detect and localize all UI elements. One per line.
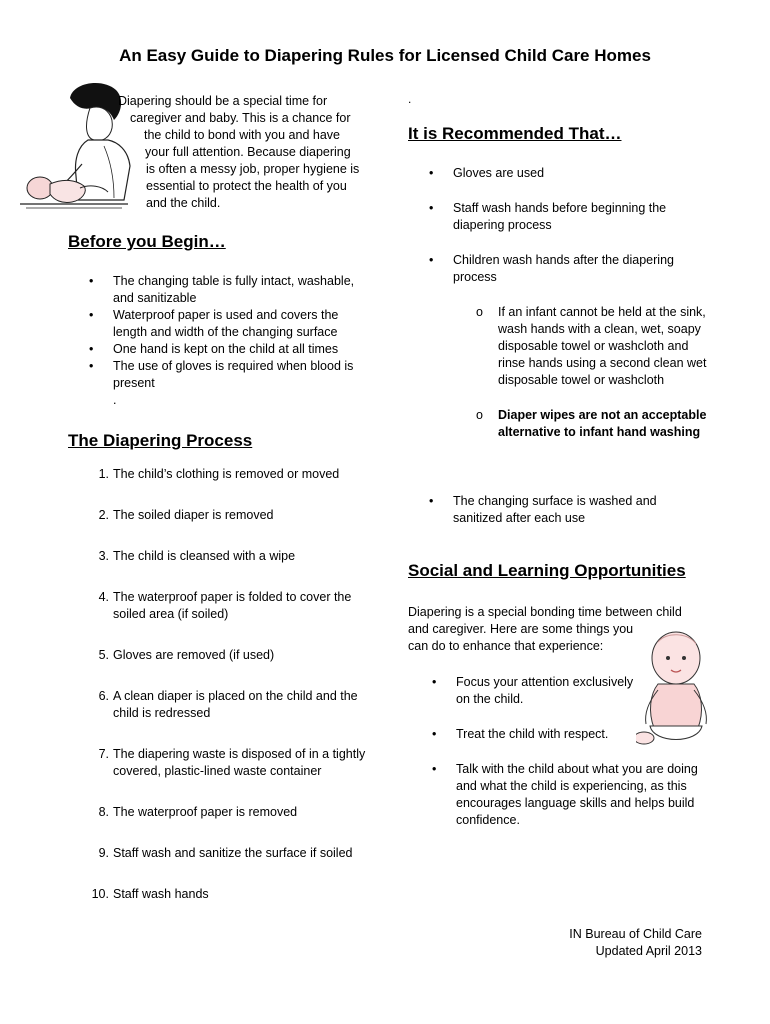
- trailing-dot: .: [113, 393, 117, 407]
- process-step: 1. The child’s clothing is removed or moved: [98, 467, 340, 481]
- intro-line: your full attention. Because diapering: [145, 145, 351, 159]
- list-item: • Focus your attention exclusively on the child.: [432, 675, 634, 706]
- before-list: [89, 273, 373, 409]
- process-step: 2. The soiled diaper is removed: [98, 508, 274, 522]
- social-intro: Diapering is a special bonding time between child and caregiver. Here are some things you can do to enhance that experience:: [408, 605, 682, 653]
- page-title: An Easy Guide to Diapering Rules for Licensed Child Care Homes: [119, 46, 651, 65]
- process-step: 3. The child is cleansed with a wipe: [98, 549, 296, 563]
- list-item: • Talk with the child about what you are doing and what the child is experiencing, as this encourages language skills and helps build confidence.: [432, 762, 698, 827]
- intro-line: the child to bond with you and have: [144, 128, 340, 142]
- process-steps: [91, 466, 373, 903]
- recommended-sublist: [476, 304, 708, 441]
- intro-line: and the child.: [146, 196, 221, 210]
- process-step: 7. The diapering waste is disposed of in a tightly covered, plastic-lined waste container: [98, 747, 366, 778]
- intro-line: caregiver and baby. This is a chance for: [130, 111, 351, 125]
- process-step: 5. Gloves are removed (if used): [98, 648, 275, 662]
- section-heading-recommended: It is Recommended That…: [408, 124, 622, 143]
- stray-dot: .: [408, 92, 412, 106]
- list-item: • Staff wash hands before beginning the diapering process: [429, 201, 667, 232]
- process-step: 4. The waterproof paper is folded to cover the soiled area (if soiled): [98, 590, 352, 621]
- section-heading-social: Social and Learning Opportunities: [408, 561, 686, 580]
- footer-line: IN Bureau of Child Care: [569, 927, 702, 941]
- sub-list-item: o If an infant cannot be held at the sink, wash hands with a clean, wet, soapy disposable towel or washcloth and rinse hands using a second clean wet disposable towel or washcloth: [476, 305, 707, 387]
- footer-line: Updated April 2013: [595, 944, 702, 958]
- list-item: • The changing surface is washed and sanitized after each use: [429, 494, 657, 525]
- section-heading-before: Before you Begin…: [68, 232, 226, 251]
- list-item: • Treat the child with respect.: [432, 727, 609, 741]
- process-step: 10. Staff wash hands: [91, 887, 209, 901]
- intro-paragraph: [118, 93, 368, 212]
- recommended-list: [429, 165, 693, 286]
- footer: [520, 926, 702, 960]
- section-heading-process: The Diapering Process: [68, 431, 253, 450]
- list-item: • One hand is kept on the child at all times: [89, 342, 339, 356]
- process-step: 8. The waterproof paper is removed: [98, 805, 298, 819]
- list-item: • Gloves are used: [429, 166, 545, 180]
- list-item: • The changing table is fully intact, washable, and sanitizable: [89, 274, 355, 305]
- sub-list-item: o Diaper wipes are not an acceptable alternative to infant hand washing: [476, 408, 707, 439]
- list-item: • Waterproof paper is used and covers the length and width of the changing surface: [89, 308, 339, 339]
- list-item: • Children wash hands after the diapering process: [429, 253, 674, 284]
- process-step: 6. A clean diaper is placed on the child and the child is redressed: [98, 689, 358, 720]
- process-step: 9. Staff wash and sanitize the surface if soiled: [98, 846, 353, 860]
- intro-line: essential to protect the health of you: [146, 179, 347, 193]
- list-item: • The use of gloves is required when blood is present: [89, 359, 354, 390]
- intro-line: Diapering should be a special time for: [118, 94, 328, 108]
- recommended-list-end: [429, 493, 693, 527]
- intro-line: is often a messy job, proper hygiene is: [146, 162, 360, 176]
- social-list: [432, 674, 706, 829]
